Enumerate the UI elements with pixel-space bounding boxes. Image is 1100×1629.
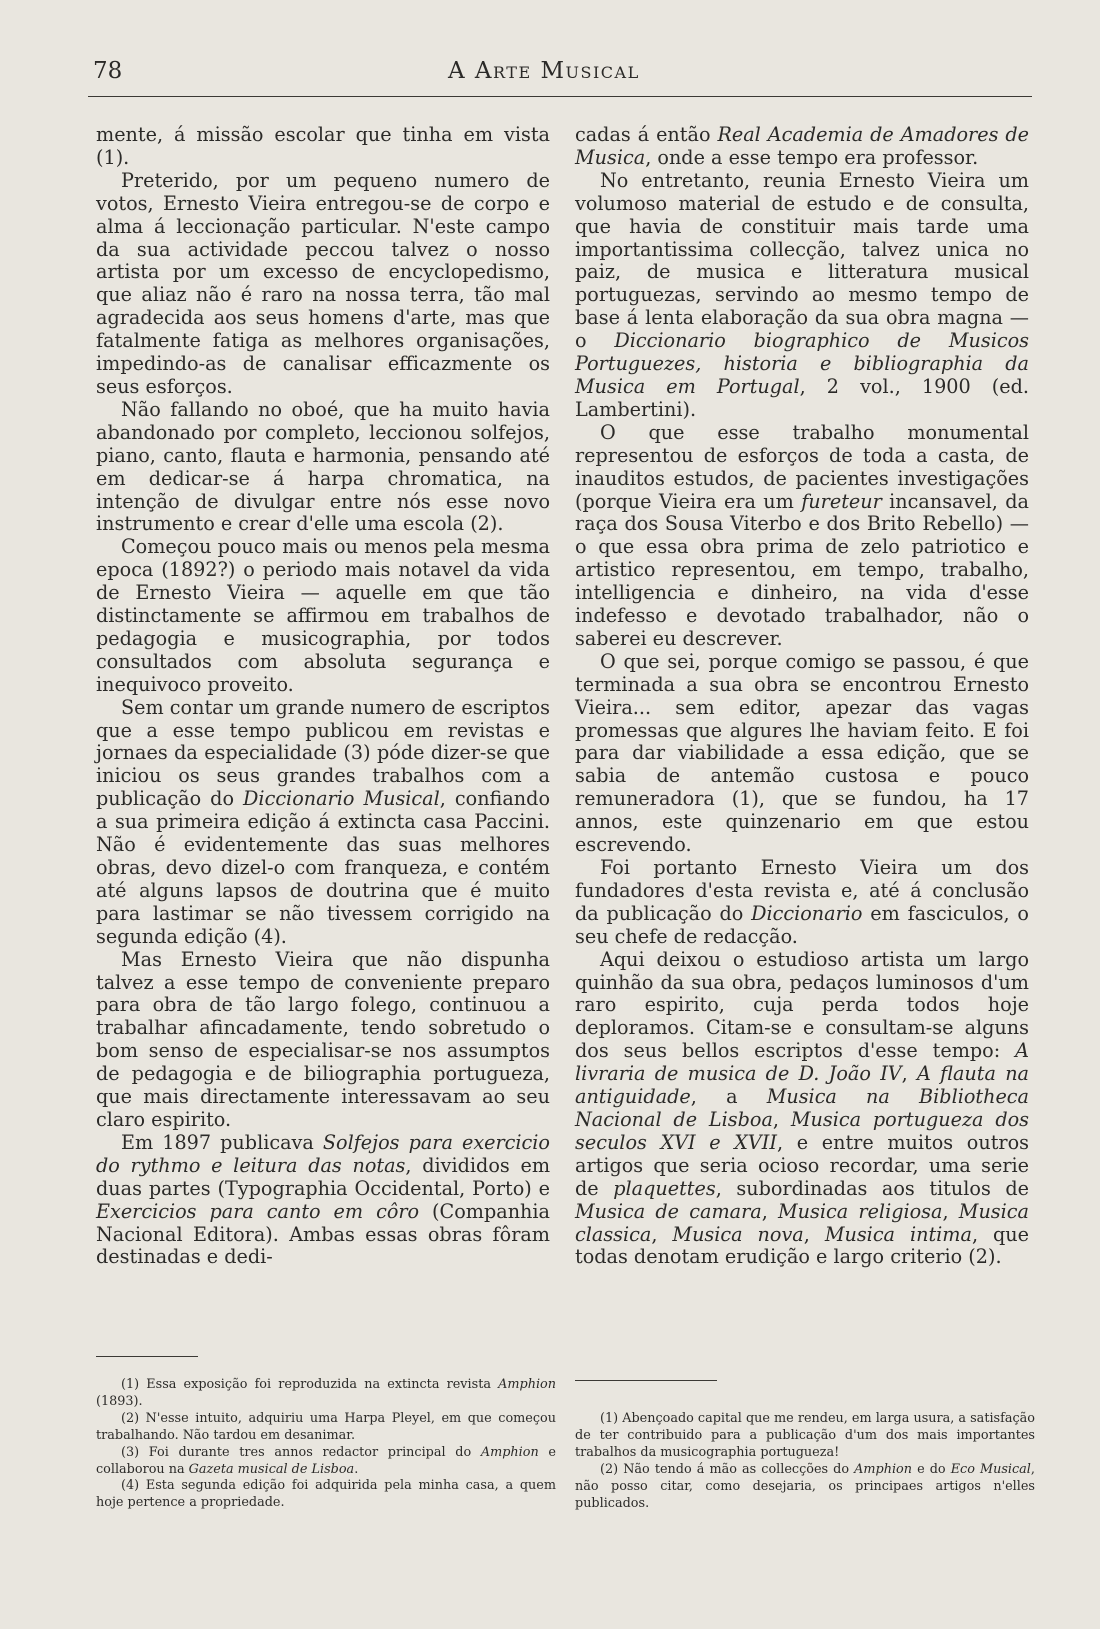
paragraph: Não fallando no oboé, que ha muito havia abandonado por completo, leccionou solfejos, piano, canto, flauta e harmonia, pensando até em dedicar-se á harpa chromatica, na intenção de divulgar entre nós esse novo instrumento e crear d'elle uma escola (2). <box>96 397 550 536</box>
footnotes-left <box>96 1377 556 1512</box>
paragraph: O que sei, porque comigo se passou, é que terminada a sua obra se encontrou Ernesto Vieira... sem editor, apezar das vagas promessas que algures lhe haviam feito. E foi para dar viabilidade a essa edição, que se sabia de antemão custosa e pouco remuneradora (1), que se fundou, ha 17 annos, este quinzenario em que estou escrevendo. <box>575 649 1029 857</box>
paragraph: O que esse trabalho monumental representou de esforços de toda a casta, de inauditos estudos, de pacientes investigações (porque Vieira era um fureteur incansavel, da raça dos Sousa Viterbo e dos Brito Rebello) — o que essa obra prima de zelo patriotico e artistico representou, em tempo, trabalho, intelligencia e dinheiro, na vida d'esse indefesso e devotado trabalhador, não o saberei eu descrever. <box>575 420 1029 650</box>
right-column <box>575 124 1029 1269</box>
footnote: (3) Foi durante tres annos redactor principal do Amphion e collaborou na Gazeta musical de Lisboa. <box>96 1444 556 1477</box>
running-header <box>0 0 1100 110</box>
left-column <box>96 124 550 1269</box>
footnotes-right <box>575 1411 1035 1512</box>
page-number: 78 <box>93 58 123 84</box>
paragraph: mente, á missão escolar que tinha em vista (1). <box>96 123 550 169</box>
footnote: (2) Não tendo á mão as collecções do Amphion e do Eco Musical, não posso citar, como desejaria, os principaes artigos n'elles publicados. <box>575 1461 1035 1511</box>
paragraph: Mas Ernesto Vieira que não dispunha talvez a esse tempo de conveniente preparo para obra de tão largo folego, continuou a trabalhar afincadamente, tendo sobretudo o bom senso de especialisar-se nos assumptos de pedagogia e de biliographia portugueza, que mais directamente interessavam ao seu claro espirito. <box>96 947 550 1131</box>
header-rule <box>88 96 1032 97</box>
paragraph: Aqui deixou o estudioso artista um largo quinhão da sua obra, pedaços luminosos d'um raro espirito, cuja perda todos hoje deploramos. Citam-se e consultam-se alguns dos seus bellos escriptos d'esse tempo: A livraria de musica de D. João IV, A flauta na antiguidade, a Musica na Bibliotheca Nacional de Lisboa, Musica portugueza dos seculos XVI e XVII, e entre muitos outros artigos que seria ocioso recordar, uma serie de plaquettes, subordinadas aos titulos de Musica de camara, Musica religiosa, Musica classica, Musica nova, Musica intima, que todas denotam erudição e largo criterio (2). <box>575 947 1030 1269</box>
footnote: (4) Esta segunda edição foi adquirida pela minha casa, a quem hoje pertence a propriedade. <box>96 1478 556 1511</box>
footnote-rule-right <box>575 1380 717 1381</box>
footnote: (2) N'esse intuito, adquiriu uma Harpa Pleyel, em que começou trabalhando. Não tardou em desanimar. <box>96 1410 556 1443</box>
footnote: (1) Abençoado capital que me rendeu, em larga usura, a satisfação de ter contribuido para a publicação d'um dos mais importantes trabalhos da musicographia portugueza! <box>575 1411 1035 1460</box>
footnote-rule-left <box>96 1356 198 1357</box>
footnote: (1) Essa exposição foi reproduzida na extincta revista Amphion (1893). <box>96 1377 556 1409</box>
running-title: A Arte Musical <box>448 58 640 84</box>
paragraph: Foi portanto Ernesto Vieira um dos fundadores d'esta revista e, até á conclusão da publicação do Diccionario em fasciculos, o seu chefe de redacção. <box>575 856 1029 948</box>
paragraph: No entretanto, reunia Ernesto Vieira um volumoso material de estudo e de consulta, que havia de constituir mais tarde uma importantissima collecção, talvez unica no paiz, de musica e litteratura musical portuguezas, servindo ao mesmo tempo de base á lenta elaboração da sua obra magna — o Diccionario biographico de Musicos Portuguezes, historia e bibliographia da Musica em Portugal, 2 vol., 1900 (ed. Lambertini). <box>575 168 1029 421</box>
paragraph: Preterido, por um pequeno numero de votos, Ernesto Vieira entregou-se de corpo e alma á leccionação particular. N'este campo da sua actividade peccou talvez o nosso artista por um excesso de encyclopedismo, que aliaz não é raro na nossa terra, tão mal agradecida aos seus homens d'arte, mas que fatalmente fatiga as melhores organisações, impedindo-as de canalisar efficazmente os seus esforços. <box>96 168 550 398</box>
paragraph: Começou pouco mais ou menos pela mesma epoca (1892?) o periodo mais notavel da vida de Ernesto Vieira — aquelle em que tão distinctamente se affirmou em trabalhos de pedagogia e musicographia, por todos consultados com absoluta segurança e inequivoco proveito. <box>96 535 550 696</box>
paragraph: Sem contar um grande numero de escriptos que a esse tempo publicou em revistas e jornaes da especialidade (3) póde dizer-se que iniciou os seus grandes trabalhos com a publicação do Diccionario Musical, confiando a sua primeira edição á extincta casa Paccini. Não é evidentemente das suas melhores obras, devo dizel-o com franqueza, e contém até alguns lapsos de doutrina que é muito para lastimar se não tivessem corrigido na segunda edição (4). <box>96 695 550 948</box>
paragraph: cadas á então Real Academia de Amadores de Musica, onde a esse tempo era professor. <box>575 123 1030 169</box>
paragraph: Em 1897 publicava Solfejos para exercicio do rythmo e leitura das notas, divididos em duas partes (Typographia Occidental, Porto) e Exercicios para canto em côro (Companhia Nacional Editora). Ambas essas obras fôram destinadas e dedi- <box>96 1130 551 1269</box>
